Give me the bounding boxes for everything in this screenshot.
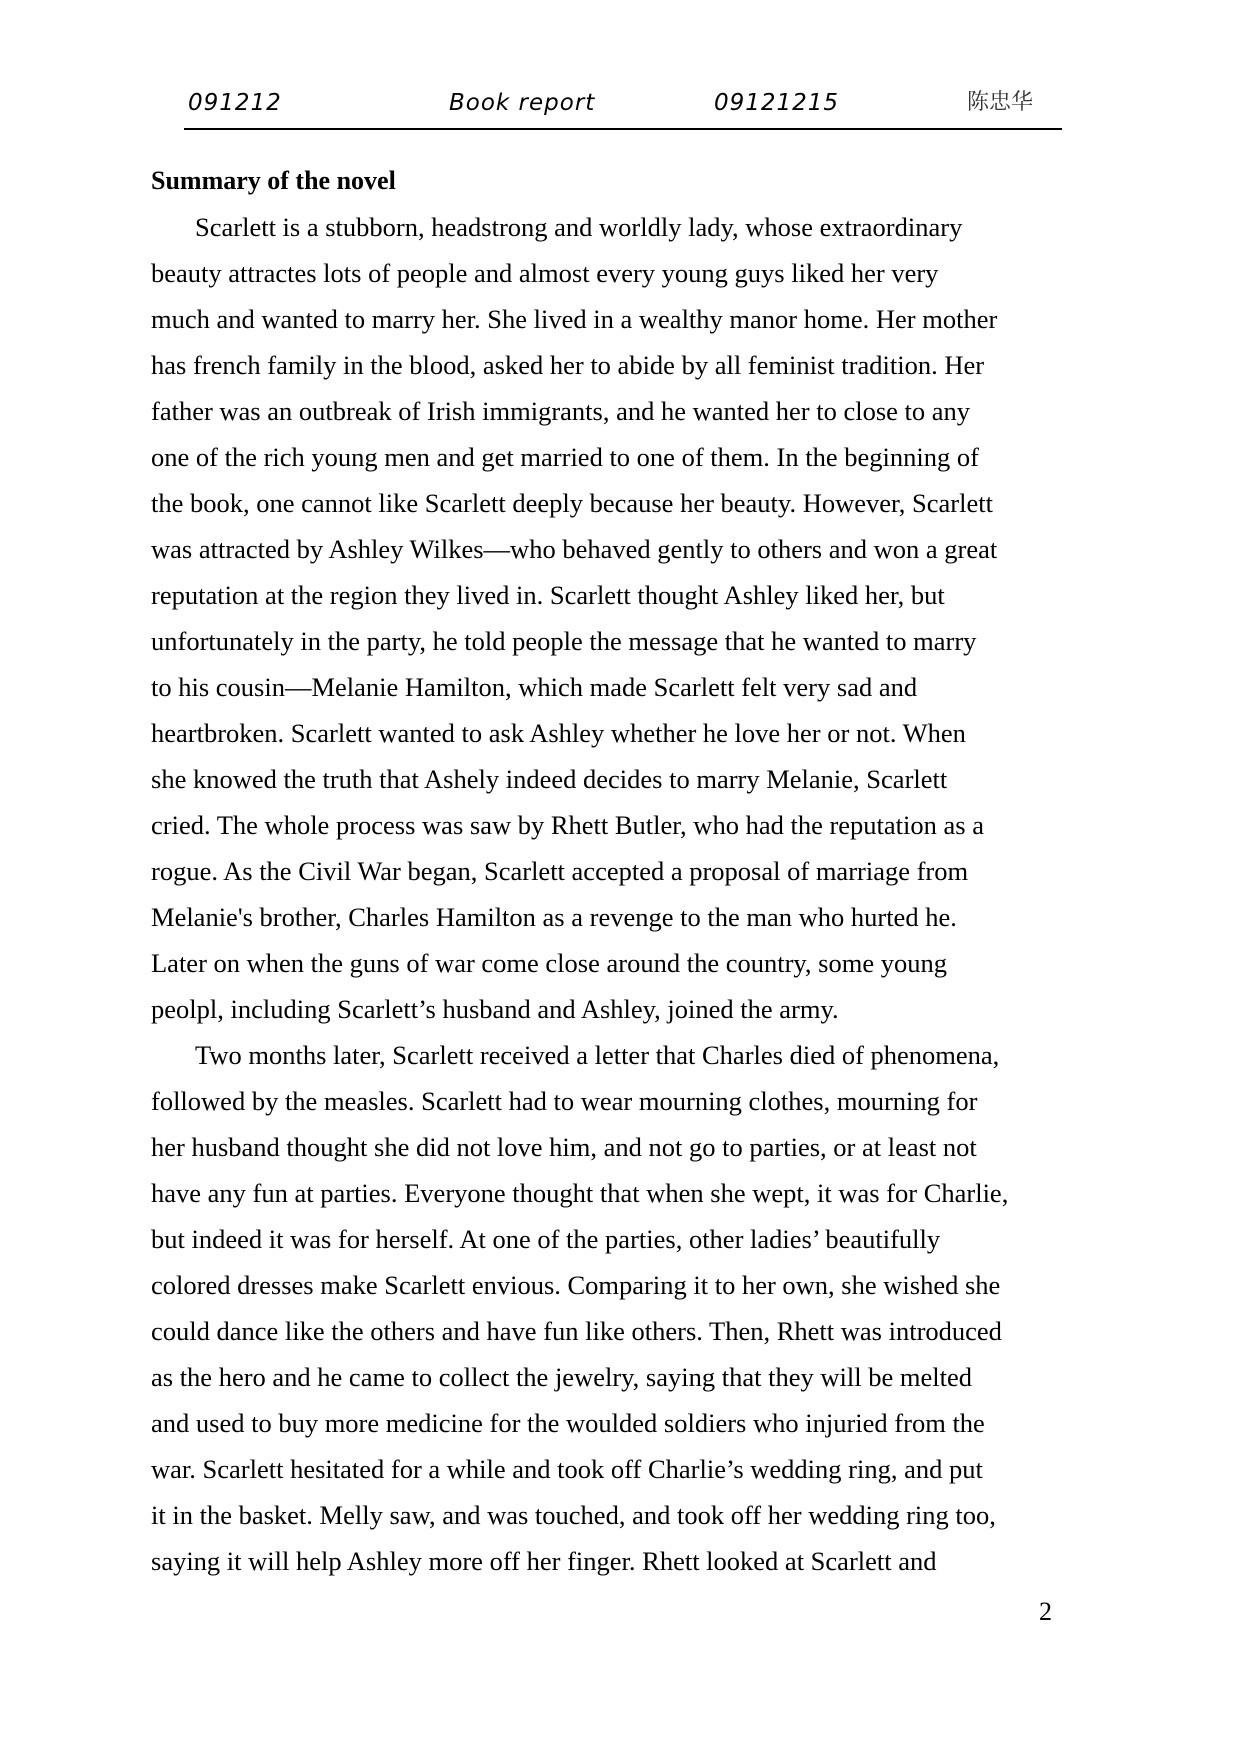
text-line: the book, one cannot like Scarlett deeply because her beauty. However, Scarlett	[151, 488, 993, 518]
text-line: Later on when the guns of war come close around the country, some young	[151, 948, 947, 978]
text-line: saying it will help Ashley more off her finger. Rhett looked at Scarlett and	[151, 1546, 937, 1576]
text-line: her husband thought she did not love him, and not go to parties, or at least not	[151, 1132, 977, 1162]
text-line: Melanie's brother, Charles Hamilton as a revenge to the man who hurted he.	[151, 902, 957, 932]
text-line: as the hero and he came to collect the jewelry, saying that they will be melted	[151, 1362, 972, 1392]
section-heading: Summary of the novel	[151, 166, 396, 195]
text-line: colored dresses make Scarlett envious. Comparing it to her own, she wished she	[151, 1270, 1001, 1300]
text-line: it in the basket. Melly saw, and was touched, and took off her wedding ring too,	[151, 1500, 996, 1530]
page-header	[184, 86, 1062, 130]
text-line: could dance like the others and have fun like others. Then, Rhett was introduced	[151, 1316, 1002, 1346]
text-line: Two months later, Scarlett received a letter that Charles died of phenomena,	[195, 1040, 1000, 1070]
text-line: Scarlett is a stubborn, headstrong and worldly lady, whose extraordinary	[195, 212, 963, 242]
text-line: heartbroken. Scarlett wanted to ask Ashley whether he love her or not. When	[151, 718, 966, 748]
text-line: followed by the measles. Scarlett had to wear mourning clothes, mourning for	[151, 1086, 978, 1116]
text-line: one of the rich young men and get married to one of them. In the beginning of	[151, 442, 979, 472]
text-line: rogue. As the Civil War began, Scarlett accepted a proposal of marriage from	[151, 856, 969, 886]
text-line: father was an outbreak of Irish immigrants, and he wanted her to close to any	[151, 396, 971, 426]
text-line: to his cousin—Melanie Hamilton, which made Scarlett felt very sad and	[151, 672, 918, 702]
document-body	[151, 158, 1111, 1584]
text-line: and used to buy more medicine for the woulded soldiers who injuried from the	[151, 1408, 985, 1438]
header-student-id: 09121215	[714, 90, 840, 116]
text-line: peolpl, including Scarlett’s husband and Ashley, joined the army.	[151, 994, 839, 1024]
page-number: 2	[1039, 1597, 1052, 1626]
header-student-name: 陈忠华	[967, 90, 1034, 115]
text-line: beauty attractes lots of people and almost every young guys liked her very	[151, 258, 939, 288]
paragraph-2	[151, 1032, 1111, 1584]
text-line: she knowed the truth that Ashely indeed decides to marry Melanie, Scarlett	[151, 764, 948, 794]
text-line: but indeed it was for herself. At one of the parties, other ladies’ beautifully	[151, 1224, 941, 1254]
text-line: war. Scarlett hesitated for a while and took off Charlie’s wedding ring, and put	[151, 1454, 983, 1484]
text-line: has french family in the blood, asked her to abide by all feminist tradition. Her	[151, 350, 985, 380]
text-line: much and wanted to marry her. She lived in a wealthy manor home. Her mother	[151, 304, 998, 334]
header-title: Book report	[449, 90, 596, 116]
text-line: have any fun at parties. Everyone thought that when she wept, it was for Charlie,	[151, 1178, 1009, 1208]
paragraph-1	[151, 204, 1111, 1032]
text-line: was attracted by Ashley Wilkes—who behaved gently to others and won a great	[151, 534, 998, 564]
header-class-code: 091212	[188, 90, 282, 116]
text-line: reputation at the region they lived in. Scarlett thought Ashley liked her, but	[151, 580, 945, 610]
text-line: cried. The whole process was saw by Rhett Butler, who had the reputation as a	[151, 810, 984, 840]
text-line: unfortunately in the party, he told people the message that he wanted to marry	[151, 626, 977, 656]
